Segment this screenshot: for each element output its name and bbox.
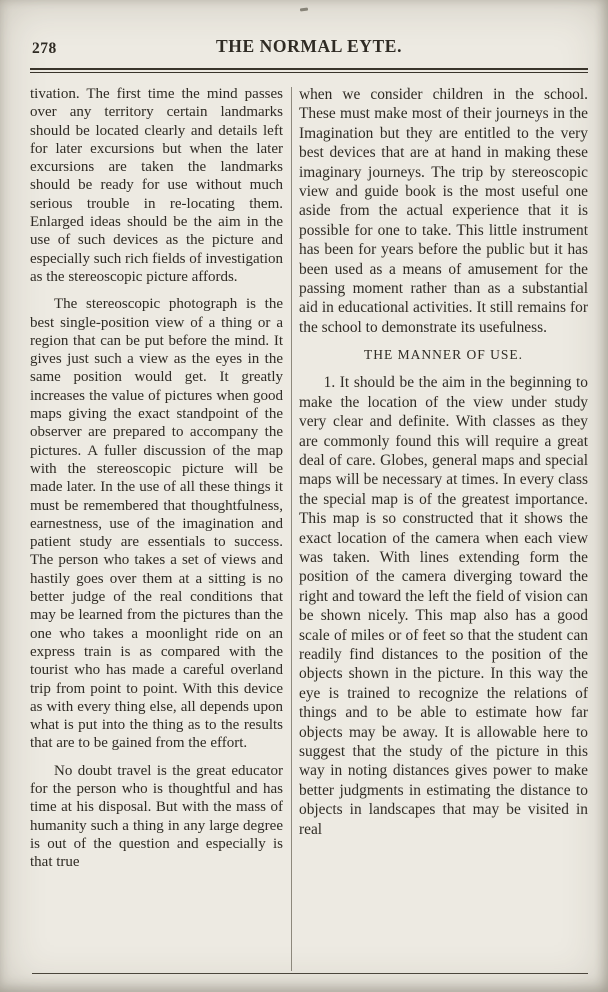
column-divider xyxy=(291,87,292,971)
paragraph: The stereoscopic photograph is the best single-position view of a thing or a region that can be put before the mind. It gives just such a view as the eyes in the same position would get. It greatly increases the value of pictures when good maps giving the exact standpoint of the observer are prepared to accompany the pictures. A fuller discussion of the map with the stereoscopic picture will be made later. In the use of all these things it must be remembered that thoughtfulness, earnestness, use of the imagination and patient study are essentials to success. The person who takes a set of views and hastily goes over them at a sitting is no better judge of the real conditions that may be learned from the pictures than the one who takes a moonlight ride on an express train is as compared with the tourist who has made a careful overland trip from point to point. With this device as with every thing else, all depends upon what is put into the thing as to the results that are to be gained from the effort. xyxy=(30,296,283,752)
text-columns xyxy=(30,85,588,977)
right-column xyxy=(299,85,588,977)
page-title: THE NORMAL EYTE. xyxy=(215,36,403,56)
paragraph: 1. It should be the aim in the beginning to make the location of the view under study very clear and definite. With classes as they are commonly found this will require a great deal of care. Globes, general maps and special maps will be necessary at times. In every class the special map is of the greatest importance. This map is so constructed that it shows the exact location of the camera when each view was taken. With lines extending form the position of the camera diverging toward the right and toward the left the field of vision can be shown nicely. This map also has a good scale of miles or of feet so that the student can readily find distances to the position of the objects shown in the picture. In this way the eye is trained to recognize the relations of things and to be able to estimate how far objects may be away. It is allowable here to suggest that the study of the picture in this way in noting distances gives power to make better judgments in estimating the distance to objects in landscapes that may be visited in real xyxy=(299,374,588,838)
page-number: 278 xyxy=(32,40,57,57)
section-heading: THE MANNER OF USE. xyxy=(363,347,523,363)
paragraph-continuation: when we consider children in the school. These must make most of their journeys in the Imagination but they are entitled to the very best devices that are at hand in making these imaginary journeys. The trip by stereoscopic view and guide book is the most useful one aside from the actual experience that it is possible for one to take. This little instrument has been for years before the public but it has been used as a means of amusement for the passing moment rather than as a substantial aid in educational activities. It still remains for the school to demonstrate its usefulness. xyxy=(299,86,588,336)
bottom-rule xyxy=(32,973,588,974)
header-rule xyxy=(30,68,588,73)
paragraph: No doubt travel is the great educator for the person who is thoughtful and has time at his disposal. But with the mass of humanity such a thing in any large degree is out of the question and especially is that true xyxy=(30,762,283,871)
paragraph-continuation: tivation. The first time the mind passes over any territory certain landmarks should be located clearly and details left for later excursions but when the later excursions are taken the landmarks should be ready for use without much serious trouble in re-locating them. Enlarged ideas should be the aim in the use of such devices as the picture and especially such rich fields of investigation as the stereoscopic picture affords. xyxy=(30,86,283,285)
page-header xyxy=(30,36,588,62)
scan-speck xyxy=(300,7,308,11)
left-column xyxy=(30,85,283,977)
